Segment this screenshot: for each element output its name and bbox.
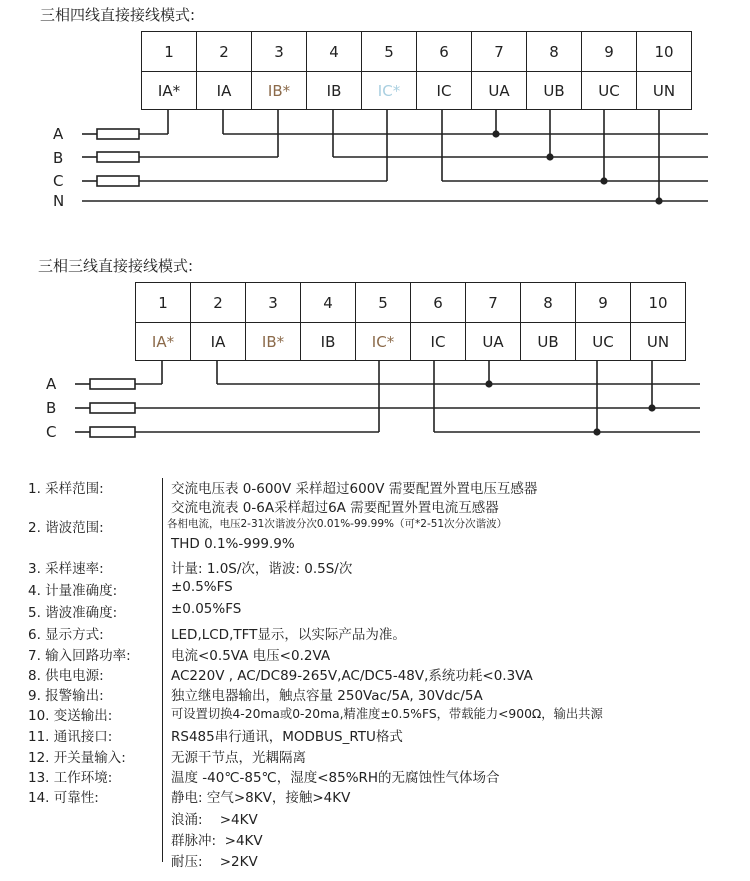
junction-dot [600,177,607,184]
diagram2-terminal-table [135,282,686,361]
terminal-number: 1 [136,283,191,323]
terminal-number: 3 [252,32,307,72]
junction-dot [485,380,492,387]
terminal-label: IC* [362,72,417,110]
terminal-label: UC [582,72,637,110]
terminal-number: 6 [417,32,472,72]
terminal-label: IB* [246,323,301,361]
terminal-label: UN [631,323,686,361]
phase-label-c: C [53,172,64,190]
phase-label-b2: B [46,399,57,417]
terminal-number: 5 [356,283,411,323]
terminal-number: 1 [142,32,197,72]
junction-dot [648,404,655,411]
terminal-number: 10 [631,283,686,323]
phase-label-c2: C [46,423,57,441]
terminal-number: 7 [466,283,521,323]
junction-dot [655,197,662,204]
terminal-label: UN [637,72,692,110]
terminal-label: IC [417,72,472,110]
terminal-number: 9 [582,32,637,72]
phase-label-a2: A [46,375,57,393]
reliability-surge: 浪涌: >4KV [171,812,258,828]
terminal-number: 6 [411,283,466,323]
current-transformer-b [97,152,139,162]
phase-label-a: A [53,125,64,143]
terminal-label: IC* [356,323,411,361]
current-transformer-c [97,176,139,186]
terminal-label: UC [576,323,631,361]
phase-label-n: N [53,192,65,210]
spec-divider [162,478,163,862]
junction-dot [546,153,553,160]
terminal-number: 4 [301,283,356,323]
terminal-number: 2 [197,32,252,72]
diagram1-title: 三相四线直接接线模式: [40,6,196,24]
reliability-burst: 群脉冲: >4KV [171,833,263,849]
terminal-number: 8 [527,32,582,72]
terminal-number: 2 [191,283,246,323]
terminal-number: 10 [637,32,692,72]
terminal-label: UA [466,323,521,361]
terminal-number: 4 [307,32,362,72]
terminal-label: UB [521,323,576,361]
current-transformer-a2 [90,379,135,389]
terminal-label: IB* [252,72,307,110]
terminal-label: IA [197,72,252,110]
terminal-label: IB [301,323,356,361]
junction-dot [593,428,600,435]
terminal-number: 8 [521,283,576,323]
junction-dot [492,130,499,137]
terminal-label: IA* [142,72,197,110]
current-transformer-a [97,129,139,139]
terminal-label: UB [527,72,582,110]
terminal-label: UA [472,72,527,110]
terminal-label: IC [411,323,466,361]
terminal-label: IA* [136,323,191,361]
reliability-withstand: 耐压: >2KV [171,854,258,870]
diagram2-title: 三相三线直接接线模式: [38,257,194,275]
terminal-label: IA [191,323,246,361]
terminal-number: 7 [472,32,527,72]
terminal-number: 3 [246,283,301,323]
terminal-number: 5 [362,32,417,72]
phase-label-b: B [53,149,64,167]
current-transformer-c2 [90,427,135,437]
current-transformer-b2 [90,403,135,413]
terminal-number: 9 [576,283,631,323]
terminal-label: IB [307,72,362,110]
